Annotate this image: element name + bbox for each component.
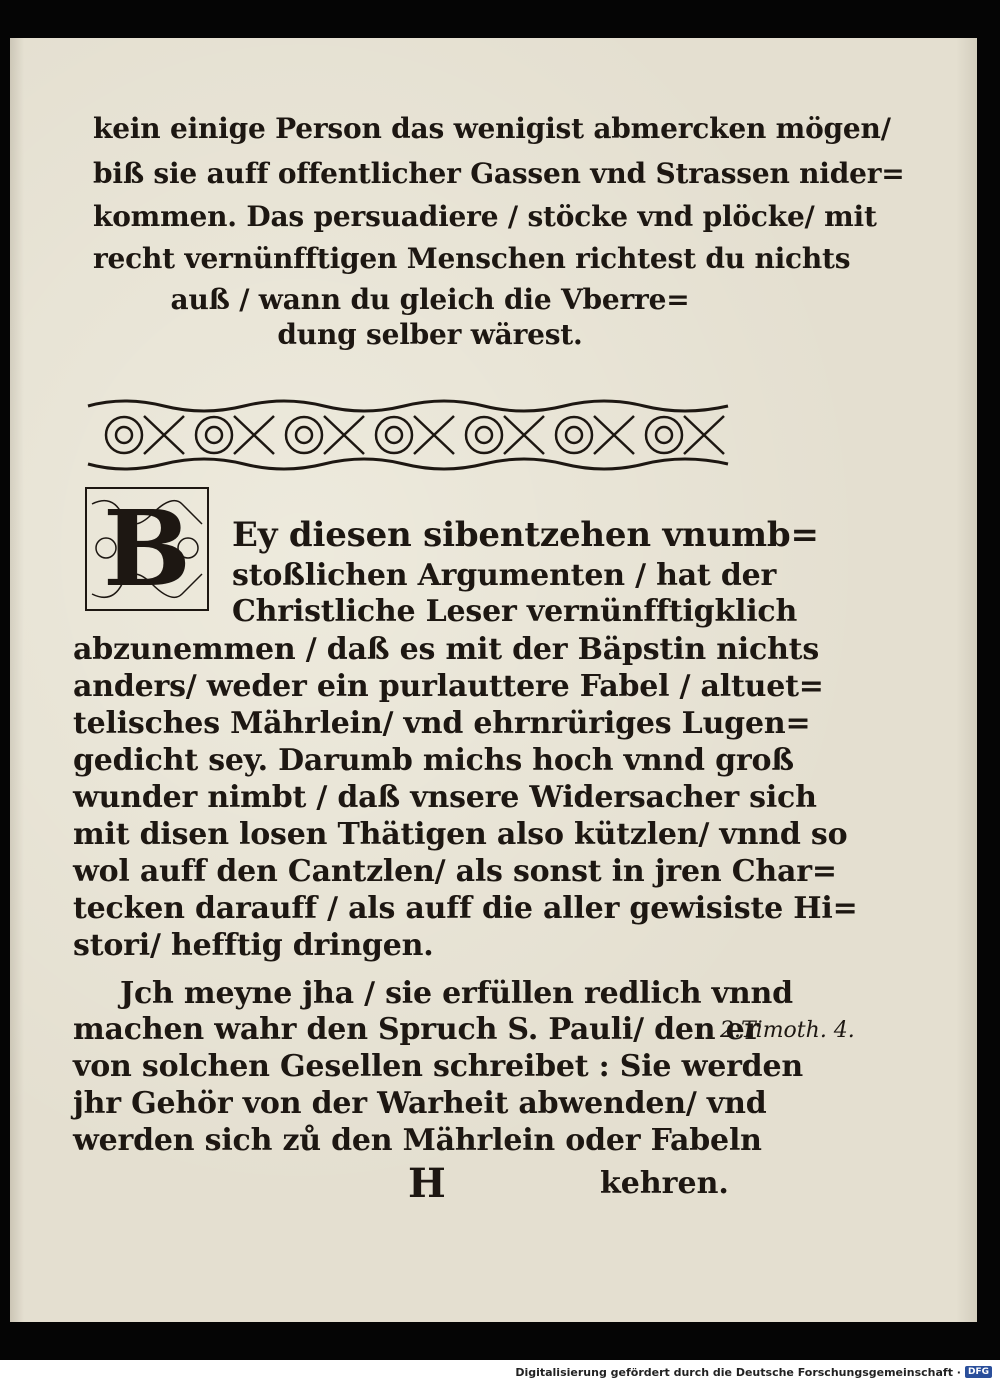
paragraph1-line-8: wunder nimbt / daß vnsere Widersacher sich bbox=[73, 780, 817, 815]
paragraph1-line-10: wol auff den Cantzlen/ als sonst in jren Char= bbox=[73, 854, 837, 889]
decorated-initial bbox=[82, 484, 212, 614]
paragraph1-line-12: stori/ hefftig dringen. bbox=[73, 928, 434, 963]
paragraph1-line-7: gedicht sey. Darumb michs hoch vnnd groß bbox=[73, 743, 794, 778]
paragraph1-line-3: Christliche Leser vernünfftigklich bbox=[232, 594, 798, 629]
paragraph2-line-5: werden sich zů den Mährlein oder Fabeln bbox=[73, 1123, 762, 1158]
digitization-footer bbox=[515, 1362, 992, 1382]
margin-note: 2.Timoth. 4. bbox=[720, 1018, 855, 1043]
header-line-4: recht vernünfftigen Menschen richtest du nichts bbox=[93, 242, 851, 275]
signature-mark: H bbox=[408, 1160, 446, 1207]
footer-text: Digitalisierung gefördert durch die Deutsche Forschungsgemeinschaft · bbox=[515, 1365, 961, 1379]
header-line-5: auß / wann du gleich die Vberre= bbox=[170, 283, 690, 316]
initial-letter: B bbox=[103, 487, 191, 610]
header-line-2: biß sie auff offentlicher Gassen vnd Strassen nider= bbox=[93, 157, 905, 190]
catchword: kehren. bbox=[600, 1166, 729, 1201]
paragraph1-line-9: mit disen losen Thätigen also kützlen/ vnnd so bbox=[73, 817, 848, 852]
dfg-logo-icon: DFG bbox=[965, 1366, 992, 1378]
paragraph2-line-2: machen wahr den Spruch S. Pauli/ den er bbox=[73, 1012, 761, 1047]
header-line-6: dung selber wärest. bbox=[277, 318, 583, 351]
paragraph1-line-4: abzunemmen / daß es mit der Bäpstin nichts bbox=[73, 632, 820, 667]
paragraph1-line-1: Ey diesen sibentzehen vnumb= bbox=[232, 515, 819, 555]
ornament-band bbox=[84, 396, 732, 474]
paragraph2-line-4: jhr Gehör von der Warheit abwenden/ vnd bbox=[73, 1086, 767, 1121]
header-line-1: kein einige Person das wenigist abmercken mögen/ bbox=[93, 112, 891, 145]
paragraph1-line-11: tecken darauff / als auff die aller gewisiste Hi= bbox=[73, 891, 858, 926]
paragraph2-line-3: von solchen Gesellen schreibet : Sie werden bbox=[73, 1049, 803, 1084]
header-line-3: kommen. Das persuadiere / stöcke vnd plöcke/ mit bbox=[93, 200, 877, 233]
paragraph2-line-1: Jch meyne jha / sie erfüllen redlich vnnd bbox=[120, 976, 793, 1011]
paragraph1-line-2: stoßlichen Argumenten / hat der bbox=[232, 558, 777, 593]
paragraph1-line-6: telisches Mährlein/ vnd ehrnrüriges Lugen= bbox=[73, 706, 811, 741]
paragraph1-line-5: anders/ weder ein purlauttere Fabel / altuet= bbox=[73, 669, 824, 704]
